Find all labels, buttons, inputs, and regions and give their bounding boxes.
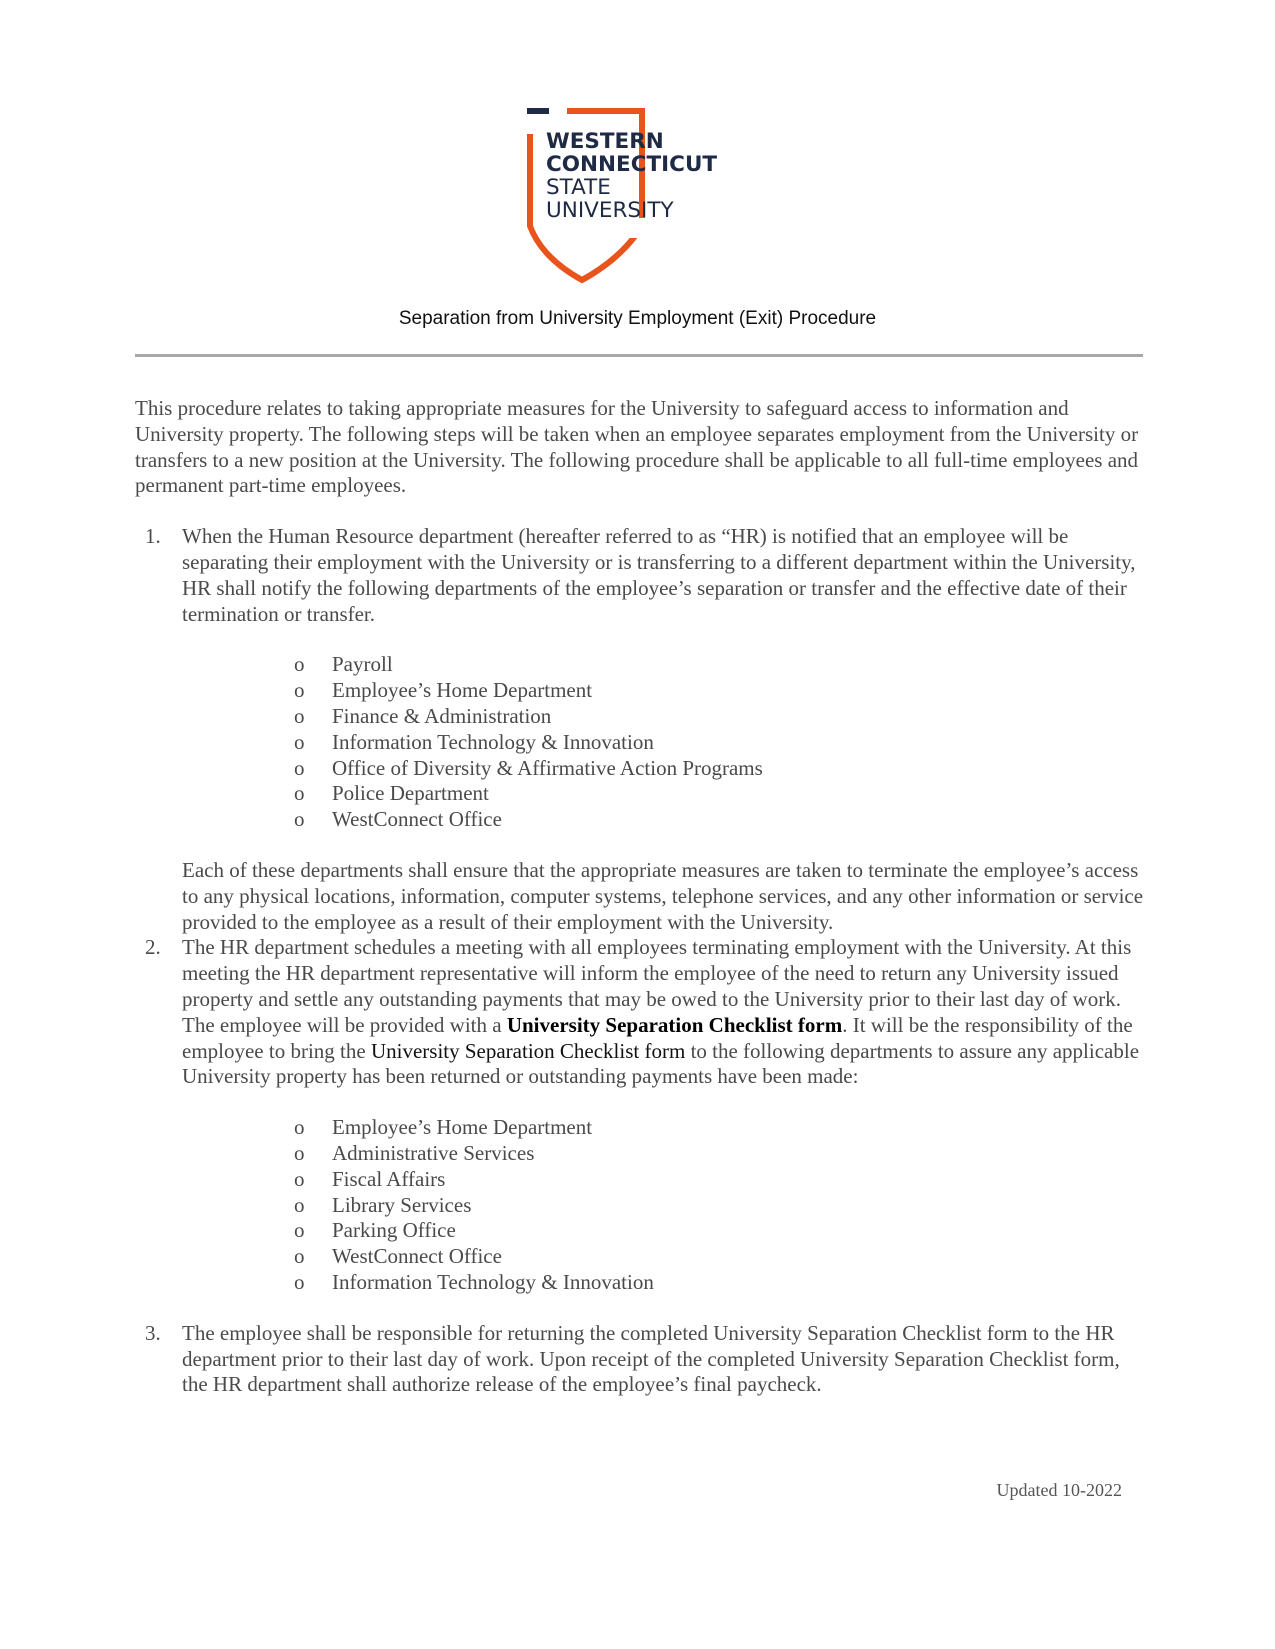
list-item: o Parking Office <box>294 1218 456 1243</box>
wcsu-logo <box>527 108 751 286</box>
bullet-mark: o <box>294 1115 305 1140</box>
logo-line-western: WESTERN <box>546 129 664 154</box>
step-2-department-list <box>182 1115 1145 1296</box>
bullet-mark: o <box>294 755 305 780</box>
list-item: o Information Technology & Innovation <box>294 1269 654 1294</box>
step-number: 1. <box>145 524 161 549</box>
logo-line-university: UNIVERSITY <box>546 198 674 223</box>
step-2 <box>135 935 1145 1295</box>
step-number: 2. <box>145 935 161 960</box>
list-item: o Employee’s Home Department <box>294 678 593 703</box>
bullet-mark: o <box>294 703 305 728</box>
document-title: Separation from University Employment (Exit) Procedure <box>398 308 877 329</box>
bullet-mark: o <box>294 729 305 754</box>
list-item: o Fiscal Affairs <box>294 1166 446 1191</box>
bullet-mark: o <box>294 652 305 677</box>
step-2-text: The HR department schedules a meeting with all employees terminating employment with the University. At this meeting the HR department representative will inform the employee of the need to return any University issued property and settle any outstanding payments that may be owed to the University prior to their last day of work. The employee will be provided with a University Separation Checklist form. It will be the responsibility of the employee to bring the University Separation Checklist form to the following departments to assure any applicable University property has been returned or outstanding payments have been made: <box>182 935 1140 1089</box>
list-item: o Finance & Administration <box>294 703 552 728</box>
step-1-followup: Each of these departments shall ensure that the appropriate measures are taken to terminate the employee’s access to any physical locations, information, computer systems, telephone services, and any other information or service provided to the employee as a result of their employment with the University. <box>182 857 1144 934</box>
updated-date: Updated 10-2022 <box>996 1480 1122 1500</box>
step-1 <box>135 524 1145 935</box>
list-item: o Employee’s Home Department <box>294 1115 593 1140</box>
bullet-mark: o <box>294 1269 305 1294</box>
bullet-mark: o <box>294 1166 305 1191</box>
step-number: 3. <box>145 1320 161 1345</box>
list-item: o Administrative Services <box>294 1140 535 1165</box>
list-item: o Library Services <box>294 1192 472 1217</box>
title-divider <box>135 354 1143 357</box>
bullet-mark: o <box>294 1140 305 1165</box>
checklist-form-reference: University Separation Checklist form <box>370 1038 686 1063</box>
logo-line-connecticut: CONNECTICUT <box>546 152 718 177</box>
step-3 <box>135 1321 1145 1398</box>
bullet-mark: o <box>294 1218 305 1243</box>
bullet-mark: o <box>294 781 305 806</box>
list-item: o Information Technology & Innovation <box>294 729 654 754</box>
list-item: o WestConnect Office <box>294 807 502 832</box>
intro-paragraph: This procedure relates to taking appropriate measures for the University to safeguard access to information and University property. The following steps will be taken when an employee separates employment from the University or transfers to a new position at the University. The following procedure shall be applicable to all full-time employees and permanent part-time employees. <box>135 396 1139 498</box>
bullet-mark: o <box>294 678 305 703</box>
bullet-mark: o <box>294 1244 305 1269</box>
bullet-mark: o <box>294 1192 305 1217</box>
step-1-text: When the Human Resource department (hereafter referred to as “HR) is notified that an employee will be separating their employment with the University or is transferring to a different department within the University, HR shall notify the following departments of the employee’s separation or transfer and the effective date of their termination or transfer. <box>182 524 1136 626</box>
document-body <box>135 396 1145 1398</box>
bullet-mark: o <box>294 807 305 832</box>
step-1-department-list <box>182 652 1145 833</box>
list-item: o Payroll <box>294 652 393 677</box>
logo-line-state: STATE <box>546 175 611 200</box>
list-item: o Police Department <box>294 781 489 806</box>
list-item: o WestConnect Office <box>294 1244 502 1269</box>
checklist-form-bold: University Separation Checklist form <box>506 1012 843 1037</box>
step-3-text: The employee shall be responsible for returning the completed University Separation Checklist form to the HR department prior to their last day of work. Upon receipt of the completed University Separation Checklist form, the HR department shall authorize release of the employee’s final paycheck. <box>182 1320 1120 1397</box>
list-item: o Office of Diversity & Affirmative Action Programs <box>294 755 763 780</box>
